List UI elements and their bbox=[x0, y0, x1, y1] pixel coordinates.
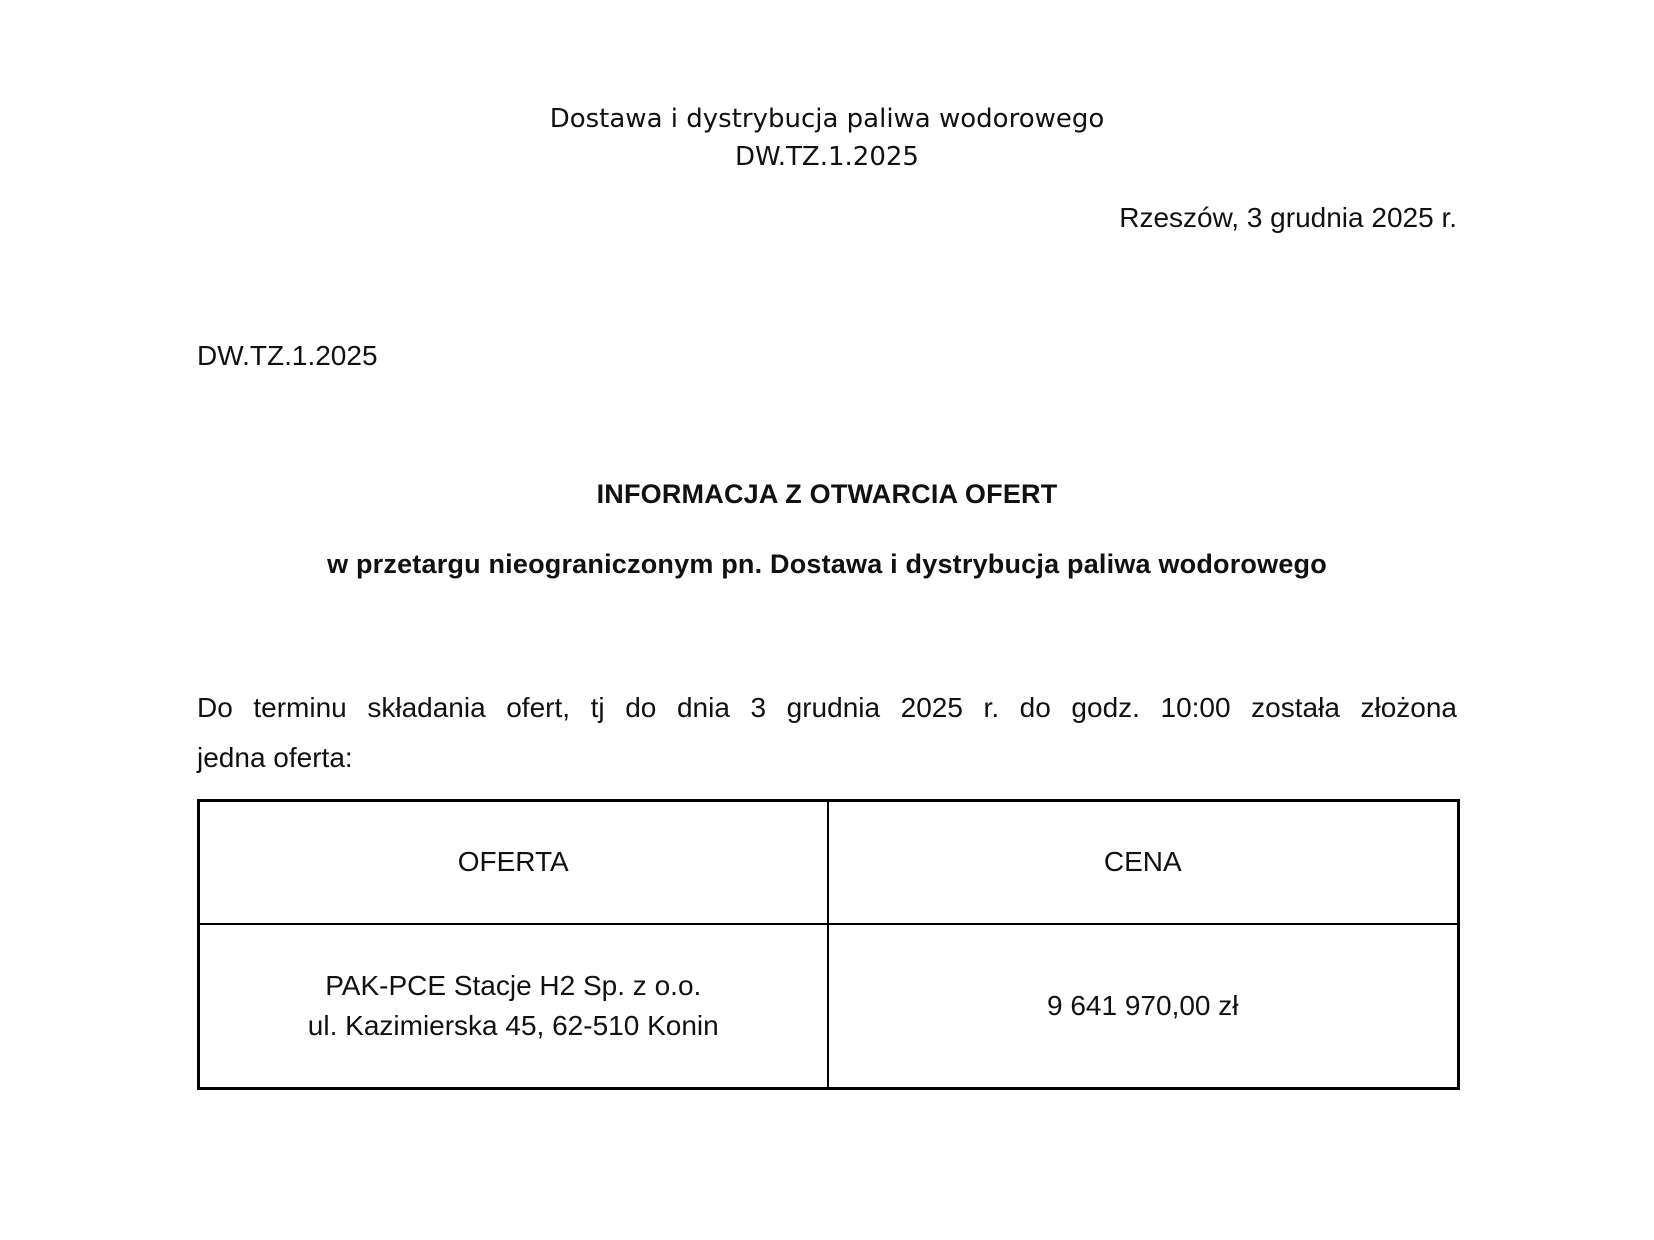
document-header bbox=[0, 100, 1654, 176]
body-line-1: Do terminu składania ofert, tj do dnia 3 grudnia 2025 r. do godz. 10:00 została złożona bbox=[197, 692, 1457, 723]
body-line-2: jedna oferta: bbox=[197, 742, 353, 773]
reference-number: DW.TZ.1.2025 bbox=[197, 340, 378, 371]
offers-table bbox=[197, 799, 1460, 1090]
offer-company-name: PAK-PCE Stacje H2 Sp. z o.o. bbox=[325, 969, 702, 1001]
offer-company-address: ul. Kazimierska 45, 62-510 Konin bbox=[307, 1009, 719, 1041]
table-header-row bbox=[199, 801, 1459, 924]
price-cell: 9 641 970,00 zł bbox=[828, 924, 1459, 1089]
place-and-date: Rzeszów, 3 grudnia 2025 r. bbox=[1119, 202, 1457, 233]
header-reference: DW.TZ.1.2025 bbox=[735, 142, 919, 172]
header-title: Dostawa i dystrybucja paliwa wodorowego bbox=[549, 104, 1105, 134]
table-row bbox=[199, 924, 1459, 1089]
column-header-price: CENA bbox=[828, 801, 1459, 924]
document-subtitle: w przetargu nieograniczonym pn. Dostawa i dystrybucja paliwa wodorowego bbox=[327, 549, 1327, 579]
column-header-offer: OFERTA bbox=[199, 801, 828, 924]
offer-cell bbox=[199, 924, 828, 1089]
document-title: INFORMACJA Z OTWARCIA OFERT bbox=[596, 479, 1058, 509]
body-paragraph bbox=[197, 683, 1457, 783]
